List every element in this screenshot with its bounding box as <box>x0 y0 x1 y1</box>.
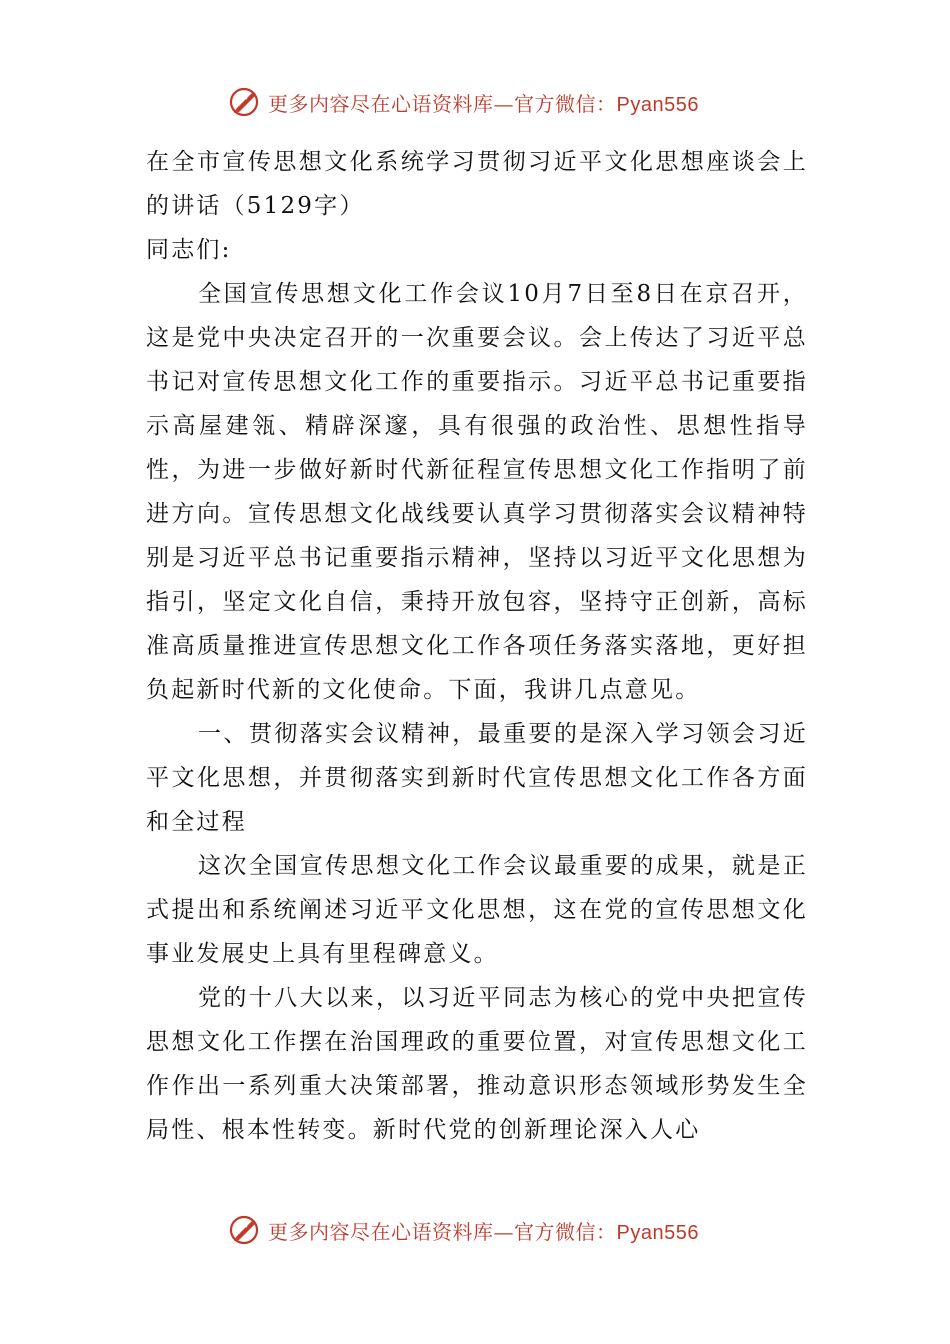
header-banner <box>228 84 748 120</box>
salutation: 同志们: <box>146 237 232 263</box>
pen-circle-logo-icon <box>228 85 262 119</box>
banner-text: 更多内容尽在心语资料库—官方微信：Pyan556 <box>268 91 699 116</box>
document-body <box>146 140 808 1152</box>
paragraph-1: 全国宣传思想文化工作会议10月7日至8日在京召开，这是党中央决定召开的一次重要会议。会上传达了习近平总书记对宣传思想文化工作的重要指示。习近平总书记重要指示高屋建瓴、精辟深邃，具有很强的政治性、思想性指导性，为进一步做好新时代新征程宣传思想文化工作指明了前进方向。宣传思想文化战线要认真学习贯彻落实会议精神特别是习近平总书记重要指示精神，坚持以习近平文化思想为指引，坚定文化自信，秉持开放包容，坚持守正创新，高标准高质量推进宣传思想文化工作各项任务落实落地，更好担负起新时代新的文化使命。下面，我讲几点意见。 <box>146 281 808 703</box>
section-heading-1: 一、贯彻落实会议精神，最重要的是深入学习领会习近平文化思想，并贯彻落实到新时代宣传思想文化工作各方面和全过程 <box>146 721 808 835</box>
document-title: 在全市宣传思想文化系统学习贯彻习近平文化思想座谈会上的讲话（5129字） <box>146 149 808 219</box>
paragraph-2: 这次全国宣传思想文化工作会议最重要的成果，就是正式提出和系统阐述习近平文化思想，这在党的宣传思想文化事业发展史上具有里程碑意义。 <box>146 853 808 967</box>
paragraph-3: 党的十八大以来，以习近平同志为核心的党中央把宣传思想文化工作摆在治国理政的重要位置，对宣传思想文化工作作出一系列重大决策部署，推动意识形态领域形势发生全局性、根本性转变。新时代党的创新理论深入人心 <box>146 985 808 1143</box>
pen-circle-logo-icon <box>228 1213 262 1247</box>
banner-account: Pyan556 <box>616 93 699 116</box>
banner-text: 更多内容尽在心语资料库—官方微信：Pyan556 <box>268 1219 699 1244</box>
banner-account: Pyan556 <box>616 1221 699 1244</box>
footer-banner <box>228 1212 748 1248</box>
